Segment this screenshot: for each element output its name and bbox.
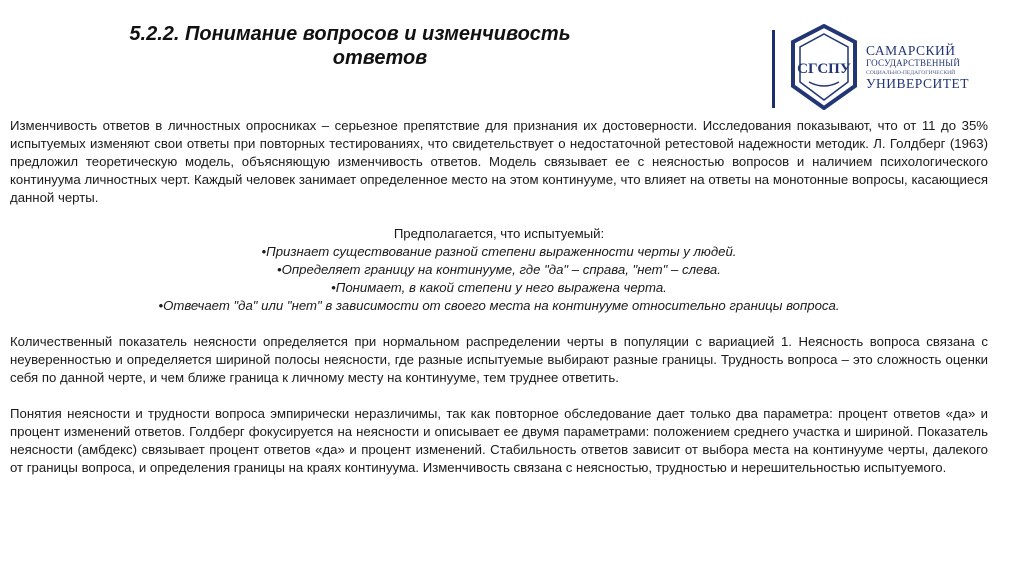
paragraph-quantitative: Количественный показатель неясности определяется при нормальном распределении черты в популяции с вариацией 1. Неясность вопроса связана с неуверенностью и определяется шириной полосы неясности, где разные испытуемые выбирают разные границы. Трудность вопроса – это сложность оценки себя по данной черте, и чем ближе граница к личному месту на континууме, тем труднее ответить. bbox=[10, 334, 988, 385]
paragraph-intro: Изменчивость ответов в личностных опросниках – серьезное препятствие для признания их достоверности. Исследования показывают, что от 11 до 35% испытуемых изменяют свои ответы при повторных тестированиях, что свидетельствует о недостаточной ретестовой надежности методик. Л. Голдберг (1963) предложил теоретическую модель, объясняющую изменчивость ответов. Модель связывает ее с неясностью вопросов и наличием психологического континуума личностных черт. Каждый человек занимает определенное место на этом континууме, что влияет на ответы на монотонные вопросы, касающиеся данной черты. bbox=[10, 118, 988, 205]
bullet-item: •Признает существование разной степени выраженности черты у людей. bbox=[261, 244, 737, 259]
emblem-text: СГСПУ bbox=[797, 61, 851, 77]
university-name-line3: СОЦИАЛЬНО-ПЕДАГОГИЧЕСКИЙ bbox=[866, 70, 956, 76]
university-name-line1: САМАРСКИЙ bbox=[866, 43, 956, 58]
university-name-line2: ГОСУДАРСТВЕННЫЙ bbox=[866, 58, 961, 68]
bullet-item: •Определяет границу на континууме, где "да" – справа, "нет" – слева. bbox=[277, 262, 721, 277]
bullet-item: •Понимает, в какой степени у него выражена черта. bbox=[331, 280, 667, 295]
university-name-line4: УНИВЕРСИТЕТ bbox=[866, 76, 969, 91]
slide-body bbox=[10, 117, 988, 477]
paragraph-concepts: Понятия неясности и трудности вопроса эмпирически неразличимы, так как повторное обследование дает только два параметра: процент ответов «да» и процент изменений ответов. Голдберг фокусируется на неясности и описывает ее двумя параметрами: положением среднего участка и шириной. Показатель неясности (амбдекс) связывает процент ответов «да» и процент изменений. Стабильность ответов зависит от выбора места на континууме черты, далекого от границы вопроса, и определения границы на краях континуума. Изменчивость связана с неясностью, трудностью и нерешительностью испытуемого. bbox=[10, 406, 988, 475]
logo-divider bbox=[772, 30, 775, 108]
slide-title-line2: ответов bbox=[332, 47, 428, 69]
university-emblem-icon bbox=[789, 24, 859, 110]
assumption-intro: Предполагается, что испытуемый: bbox=[393, 226, 605, 241]
slide-title bbox=[100, 22, 660, 70]
slide-title-line1: 5.2.2. Понимание вопросов и изменчивость bbox=[129, 23, 571, 45]
bullet-item: •Отвечает "да" или "нет" в зависимости от своего места на континууме относительно границы вопроса. bbox=[158, 298, 840, 313]
university-name bbox=[866, 43, 969, 91]
